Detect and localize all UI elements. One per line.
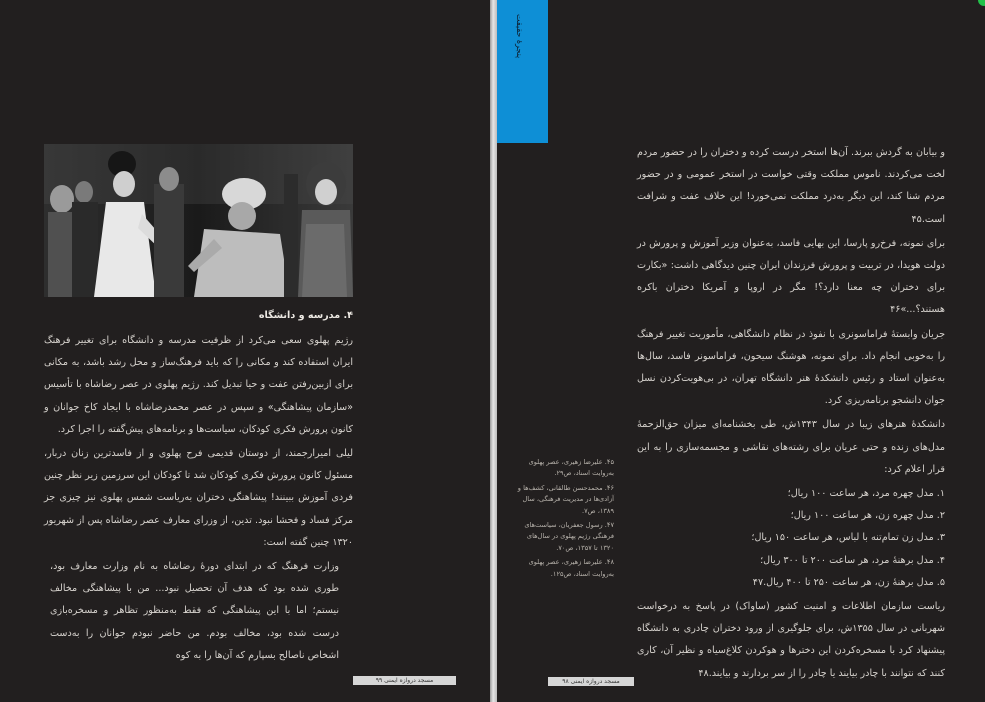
footnote: ۴۷. رسول جعفریان، سیاست‌های فرهنگی رژیم پهلوی در سال‌های ۱۳۲۰ تا ۱۳۵۷، ص۷۰. <box>524 521 614 552</box>
left-paragraph-2: لیلی امیرارجمند، از دوستان قدیمی فرح پهلوی و از فاسدترین زنان دربار، مسئول کانون پرورش فکری کودکان شد تا کودکان این سرزمین زیر نظر چنین فردی آموزش ببینند! پیشاهنگی دختران به‌ریاست شمس پهلوی نیز چیزی جز مرکز فساد و فحشا نبود. تدین، از وزرای معارف عصر رضاشاه پس از شهریور ۱۳۲۰ چنین گفته است: <box>44 448 353 548</box>
right-body-text <box>637 142 945 687</box>
list-item: ۳. مدل زن تمام‌تنه با لباس، هر ساعت ۱۵۰ ریال؛ <box>751 532 945 544</box>
right-page <box>497 0 985 702</box>
archival-photo <box>44 144 353 297</box>
right-paragraph-3: جریان وابستهٔ فراماسونری با نفوذ در نظام دانشگاهی، مأموریت تغییر فرهنگ را به‌خوبی انجام داد. برای نمونه، هوشنگ سیحون، فراماسونر فاسد، سال‌ها به‌عنوان استاد و رئیس دانشکدهٔ هنر دانشگاه تهران، در بی‌هویت‌کردن نسل جوان دانشجو برنامه‌ریزی کرد. <box>637 328 945 407</box>
right-paragraph-4: دانشکدهٔ هنرهای زیبا در سال ۱۳۴۳ش، طی بخشنامه‌ای میزان حق‌الزحمهٔ مدل‌های زنده و حتی عریان برای رشته‌های نقاشی و مجسمه‌سازی را به این قرار اعلام کرد: <box>637 419 945 475</box>
chapter-tab <box>497 0 548 143</box>
footnote: ۴۸. علیرضا زهیری، عصر پهلوی به‌روایت اسناد، ص۱۲۵. <box>528 558 614 578</box>
footnotes <box>517 457 614 583</box>
right-folio: مسجد دروازه ایمنی ۹۸ <box>548 677 634 686</box>
chapter-tab-label: پنجرهٔ حقیقت <box>515 14 524 59</box>
photo-illustration <box>44 144 353 297</box>
right-closing-paragraph: ریاست سازمان اطلاعات و امنیت کشور (ساواک) در پاسخ به درخواست شهربانی در سال ۱۳۵۵ش، برای جلوگیری از ورود دختران چادری به دانشگاه پیشنهاد کرد با مسخره‌کردن این دخترها و هوکردن کلاغ‌سیاه و نظیر آن، کاری کنند که نتوانند با چادر بیایند یا چادر را از سر بردارند و بیایند.۴۸ <box>637 601 946 679</box>
list-item: ۱. مدل چهره مرد، هر ساعت ۱۰۰ ریال؛ <box>787 488 945 500</box>
left-page <box>0 0 490 702</box>
list-item: ۴. مدل برهنهٔ مرد، هر ساعت ۲۰۰ تا ۳۰۰ ریال؛ <box>760 554 945 566</box>
footnote: ۴۵. علیرضا زهیری، عصر پهلوی به‌روایت اسناد، ص۲۹. <box>528 458 614 478</box>
book-gutter <box>490 0 497 702</box>
list-item: ۲. مدل چهره زن، هر ساعت ۱۰۰ ریال؛ <box>790 510 945 522</box>
list-item: ۵. مدل برهنهٔ زن، هر ساعت ۲۵۰ تا ۴۰۰ ریال.۴۷ <box>752 576 945 588</box>
left-folio: ۹۹ مسجد دروازه ایمنی <box>353 676 456 685</box>
left-paragraph-1: رژیم پهلوی سعی می‌کرد از ظرفیت مدرسه و دانشگاه برای تغییر فرهنگ ایران استفاده کند و مکانی را که باید فرهنگ‌ساز و محل رشد باشد، به مکانی برای ازبین‌رفتن عفت و حیا تبدیل کند. رژیم پهلوی در عصر رضاشاه با تأسیس «سازمان پیشاهنگی» و سپس در عصر محمدرضاشاه با ایجاد کاخ جوانان و کانون پرورش فکری کودکان، سیاست‌ها و برنامه‌های پیش‌گفته را اجرا کرد. <box>44 335 353 435</box>
section-heading: ۴. مدرسه و دانشگاه <box>258 310 353 321</box>
left-body-text <box>44 330 353 669</box>
right-paragraph-1: و بیابان به گردش ببرند. آن‌ها استخر درست کرده و دختران را در حضور مردم لخت می‌کردند. ناموس مملکت وقتی خواست در استخر عمومی و در حضور مردم شنا کند، این دیگر به‌درد مملکت نمی‌خورد! این خلاف عفت و شرافت است.۴۵ <box>637 147 945 225</box>
right-paragraph-2: برای نمونه، فرخ‌رو پارسا، این بهایی فاسد، به‌عنوان وزیر آموزش و پرورش در دولت هویدا، در تربیت و پرورش فرزندان ایران چنین دیدگاهی داشت: «بکارت برای دختران چه معنا دارد؟! مگر در اروپا و آمریکا دختران باکره هستند؟...»۴۶ <box>637 237 945 316</box>
footnote: ۴۶. محمدحسن طالقانی، کشف‌ها و آزادی‌ها در مدیریت فرهنگی، سال ۱۳۸۹، ص۷. <box>517 483 614 515</box>
left-quote: وزارت فرهنگ که در ابتدای دورهٔ رضاشاه به نام وزارت معارف بود، طوری شده بود که هدف آن تحصیل نبود... من با پیشاهنگی مخالف نیستم؛ اما با این پیشاهنگی که فقط به‌منظور تظاهر و مسخره‌بازی درست شده بود، مخالف بودم. من حاضر نبودم جوانان را به‌دست اشخاص ناصالح بسپارم که آن‌ها را به کوه <box>50 561 339 661</box>
